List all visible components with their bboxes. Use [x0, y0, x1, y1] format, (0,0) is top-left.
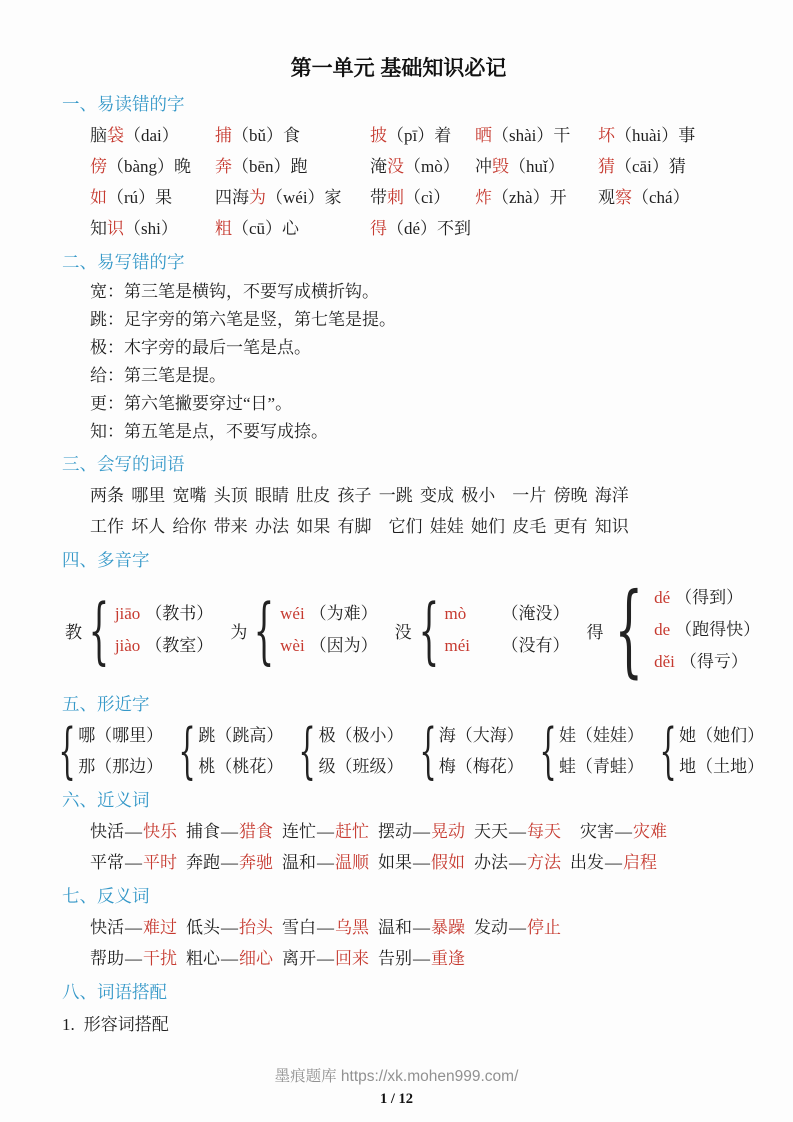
pair-dash: — — [413, 918, 430, 937]
pair-dash: — — [317, 949, 334, 968]
word-run: （因为） — [309, 636, 378, 655]
pair-dash: — — [125, 822, 142, 841]
text-run: （rú）果 — [107, 188, 173, 207]
antonym-row — [90, 912, 735, 943]
polyphone-char: 教 — [65, 622, 82, 642]
pair-dash: — — [509, 918, 526, 937]
pair-dash: — — [125, 949, 142, 968]
pair-dash: — — [413, 853, 430, 872]
highlighted-char: 得 — [370, 219, 387, 238]
similar-groups — [57, 716, 765, 786]
word-left: 快活 — [90, 822, 124, 841]
similar-entry: 极（极小） — [318, 726, 404, 745]
misread-item — [90, 213, 215, 244]
highlighted-char: 毁 — [492, 157, 509, 176]
antonym-pair — [378, 943, 465, 974]
word-right: 重逢 — [431, 949, 465, 968]
pair-dash: — — [221, 822, 238, 841]
similar-entry: 桃（桃花） — [198, 757, 284, 776]
pair-dash: — — [413, 949, 430, 968]
polyphone-group — [586, 571, 761, 688]
text-run: 淹 — [370, 157, 387, 176]
text-run: （shi） — [124, 219, 178, 238]
pair-dash: — — [317, 918, 334, 937]
page-title: 第一单元 基础知识必记 — [290, 57, 507, 80]
miswrite-lines — [90, 278, 735, 446]
section-heading-collocation: 八、词语搭配 — [62, 982, 167, 1002]
footer-site-link[interactable]: 墨痕题库 https://xk.mohen999.com/ — [274, 1068, 519, 1085]
text-run: （bēn）跑 — [232, 157, 308, 176]
word-right: 方法 — [527, 853, 561, 872]
synonym-pair — [282, 816, 369, 847]
word-right: 回来 — [335, 949, 369, 968]
misread-item — [215, 151, 370, 182]
misread-item — [598, 151, 735, 182]
miswrite-line: 宽：第三笔是横钩，不要写成横折钩。 — [90, 282, 379, 301]
polyphone-entries — [444, 598, 569, 662]
antonym-pair — [282, 943, 369, 974]
item-label: 形容词搭配 — [83, 1015, 169, 1034]
synonym-pair — [282, 847, 369, 878]
word-right: 晃动 — [431, 822, 465, 841]
text-run: （zhà）开 — [492, 188, 567, 207]
misread-row — [90, 151, 735, 182]
highlighted-char: 粗 — [215, 219, 232, 238]
highlighted-char: 猜 — [598, 157, 615, 176]
pair-dash: — — [413, 822, 430, 841]
brace-icon: { — [253, 588, 275, 672]
word-left: 雪白 — [282, 918, 316, 937]
miswrite-line: 更：第六笔撇要穿过“日”。 — [90, 394, 293, 413]
pair-dash: — — [125, 918, 142, 937]
polyphone-entry — [444, 598, 569, 630]
word-right: 干扰 — [143, 949, 177, 968]
word-left: 平常 — [90, 853, 124, 872]
word-right: 温顺 — [335, 853, 369, 872]
polyphone-char: 得 — [586, 622, 604, 642]
pinyin-run: wèi — [280, 636, 305, 655]
highlighted-char: 如 — [90, 188, 107, 207]
pair-dash: — — [221, 949, 238, 968]
writable-words-lines — [90, 480, 735, 542]
synonym-pair — [186, 816, 273, 847]
polyphone-char: 为 — [230, 622, 248, 642]
words-line: 工作 坏人 给你 带来 办法 如果 有脚 它们 娃娃 她们 皮毛 更有 知识 — [90, 517, 629, 536]
polyphone-entry — [115, 598, 214, 630]
pinyin-run: mò — [444, 604, 467, 623]
synonym-pair — [378, 847, 465, 878]
synonym-pair — [378, 816, 465, 847]
word-left: 发动 — [474, 918, 508, 937]
word-right: 奔驰 — [239, 853, 273, 872]
polyphone-entry — [280, 598, 378, 630]
word-left: 低头 — [186, 918, 220, 937]
highlighted-char: 奔 — [215, 157, 232, 176]
polyphone-entry — [654, 646, 760, 678]
text-run: 带 — [370, 188, 387, 207]
text-run: （mò） — [404, 157, 460, 176]
section-heading-polyphone: 四、多音字 — [62, 550, 150, 570]
highlighted-char: 没 — [387, 157, 404, 176]
synonym-rows — [62, 816, 735, 878]
word-left: 如果 — [378, 853, 412, 872]
text-run: （bàng）晚 — [107, 157, 192, 176]
word-run: （没有） — [501, 636, 570, 655]
pair-dash: — — [317, 822, 334, 841]
miswrite-line: 知：第五笔是点，不要写成捺。 — [90, 422, 328, 441]
antonym-rows — [62, 912, 735, 974]
misread-item — [215, 213, 370, 244]
text-run: 冲 — [475, 157, 492, 176]
word-right: 乌黑 — [335, 918, 369, 937]
word-left: 连忙 — [282, 822, 316, 841]
similar-entry: 哪（哪里） — [78, 726, 164, 745]
brace-icon: { — [614, 571, 644, 688]
synonym-pair — [474, 847, 561, 878]
polyphone-entries — [115, 598, 214, 662]
pair-dash: — — [605, 853, 622, 872]
highlighted-char: 为 — [249, 188, 266, 207]
highlighted-char: 识 — [107, 219, 124, 238]
similar-group — [658, 716, 765, 786]
text-run: 观 — [598, 188, 615, 207]
word-right: 平时 — [143, 853, 177, 872]
misread-item — [90, 182, 215, 213]
similar-entries — [439, 720, 524, 782]
antonym-pair — [90, 943, 177, 974]
pinyin-run: jiāo — [114, 604, 141, 623]
polyphone-group — [394, 588, 570, 672]
similar-entry: 蛙（青蛙） — [558, 757, 644, 776]
pair-dash: — — [317, 853, 334, 872]
synonym-row — [90, 816, 735, 847]
similar-entry: 那（那边） — [78, 757, 164, 776]
text-run: （pī）着 — [387, 126, 452, 145]
word-right: 猎食 — [239, 822, 273, 841]
word-right: 每天 — [527, 822, 561, 841]
polyphone-groups — [65, 571, 761, 688]
misread-item — [370, 182, 475, 213]
word-left: 摆动 — [378, 822, 412, 841]
pinyin-run: méi — [444, 636, 470, 655]
section-heading-miswrite: 二、易写错的字 — [62, 252, 185, 272]
collocation-item — [62, 1012, 735, 1038]
antonym-pair — [474, 912, 561, 943]
misread-item — [90, 151, 215, 182]
similar-group — [418, 716, 524, 786]
word-right: 快乐 — [143, 822, 177, 841]
highlighted-char: 捕 — [215, 126, 232, 145]
pair-dash: — — [509, 822, 526, 841]
word-left: 奔跑 — [186, 853, 220, 872]
similar-entries — [198, 720, 283, 782]
polyphone-entry — [444, 630, 569, 662]
word-right: 启程 — [623, 853, 657, 872]
text-run: （chá） — [632, 188, 690, 207]
text-run: 四海 — [215, 188, 249, 207]
misread-item — [475, 151, 598, 182]
miswrite-line: 跳：足字旁的第六笔是竖，第七笔是提。 — [90, 310, 396, 329]
word-left: 快活 — [90, 918, 124, 937]
misread-rows — [90, 120, 735, 244]
section-heading-similar: 五、形近字 — [62, 694, 150, 714]
synonym-pair — [90, 847, 177, 878]
item-number: 1. — [62, 1015, 75, 1034]
footer-page-number: 1 / 12 — [379, 1091, 414, 1107]
polyphone-group — [230, 588, 378, 672]
similar-group — [57, 716, 164, 786]
section-heading-synonyms: 六、近义词 — [62, 790, 150, 810]
word-left: 告别 — [378, 949, 412, 968]
word-run: （教室） — [145, 636, 214, 655]
section-heading-misread: 一、易读错的字 — [62, 94, 185, 114]
pair-dash: — — [221, 853, 238, 872]
similar-entry: 海（大海） — [438, 726, 524, 745]
similar-entries — [679, 720, 764, 782]
similar-group — [177, 716, 284, 786]
antonym-pair — [282, 912, 369, 943]
highlighted-char: 晒 — [475, 126, 492, 145]
similar-entries — [78, 720, 163, 782]
polyphone-char: 没 — [394, 622, 412, 642]
brace-icon: { — [659, 716, 677, 786]
word-run: （淹没） — [501, 604, 570, 623]
polyphone-entries — [654, 582, 760, 678]
antonym-pair — [186, 943, 273, 974]
misread-item — [598, 182, 735, 213]
word-run: （跑得快） — [675, 620, 761, 639]
word-left: 温和 — [282, 853, 316, 872]
pinyin-run: děi — [654, 652, 675, 671]
section-heading-words: 三、会写的词语 — [62, 454, 185, 474]
antonym-row — [90, 943, 735, 974]
similar-entries — [559, 720, 644, 782]
word-left: 帮助 — [90, 949, 124, 968]
polyphone-group — [65, 588, 214, 672]
text-run: （huài）事 — [615, 126, 696, 145]
word-right: 灾难 — [633, 822, 667, 841]
synonym-pair — [474, 816, 561, 847]
word-left: 灾害 — [580, 822, 614, 841]
word-left: 温和 — [378, 918, 412, 937]
text-run: （shài）干 — [492, 126, 571, 145]
text-run: （bǔ）食 — [232, 126, 300, 145]
pinyin-run: dé — [654, 588, 671, 607]
word-left: 办法 — [474, 853, 508, 872]
word-left: 离开 — [282, 949, 316, 968]
synonym-pair — [570, 847, 657, 878]
similar-group — [297, 716, 404, 786]
antonym-pair — [378, 912, 465, 943]
misread-item — [370, 120, 475, 151]
misread-item — [598, 120, 735, 151]
similar-entry: 地（土地） — [679, 757, 765, 776]
text-run: （cū）心 — [232, 219, 300, 238]
words-line: 两条 哪里 宽嘴 头顶 眼睛 肚皮 孩子 一跳 变成 极小 一片 傍晚 海洋 — [90, 486, 629, 505]
word-right: 停止 — [527, 918, 561, 937]
word-right: 假如 — [431, 853, 465, 872]
word-right: 抬头 — [239, 918, 273, 937]
misread-item — [370, 151, 475, 182]
misread-item — [215, 182, 370, 213]
text-run: （cāi）猜 — [615, 157, 686, 176]
word-left: 出发 — [570, 853, 604, 872]
similar-entry: 她（她们） — [679, 726, 765, 745]
similar-entry: 娃（娃娃） — [558, 726, 644, 745]
miswrite-line: 极：木字旁的最后一笔是点。 — [90, 338, 311, 357]
misread-row — [90, 213, 735, 244]
similar-entry: 级（班级） — [318, 757, 404, 776]
brace-icon: { — [419, 716, 437, 786]
text-run: 知 — [90, 219, 107, 238]
misread-item — [90, 120, 215, 151]
pair-dash: — — [125, 853, 142, 872]
polyphone-entry — [115, 630, 214, 662]
similar-group — [538, 716, 644, 786]
brace-icon: { — [178, 716, 196, 786]
highlighted-char: 炸 — [475, 188, 492, 207]
text-run: （wéi）家 — [266, 188, 342, 207]
word-run: （得亏） — [679, 652, 748, 671]
polyphone-entries — [280, 598, 378, 662]
brace-icon: { — [88, 588, 110, 672]
word-right: 细心 — [239, 949, 273, 968]
brace-icon: { — [418, 588, 439, 672]
synonym-row — [90, 847, 735, 878]
misread-item — [475, 182, 598, 213]
text-run: （dé）不到 — [387, 219, 472, 238]
pair-dash: — — [615, 822, 632, 841]
text-run: （dai） — [124, 126, 179, 145]
polyphone-entry — [654, 614, 760, 646]
brace-icon: { — [539, 716, 557, 786]
highlighted-char: 披 — [370, 126, 387, 145]
similar-entries — [319, 720, 404, 782]
misread-row — [90, 182, 735, 213]
brace-icon: { — [58, 716, 76, 786]
misread-item — [370, 213, 475, 244]
highlighted-char: 傍 — [90, 157, 107, 176]
similar-entry: 跳（跳高） — [198, 726, 284, 745]
text-run: （huǐ） — [509, 157, 565, 176]
highlighted-char: 袋 — [107, 126, 124, 145]
word-right: 暴躁 — [431, 918, 465, 937]
antonym-pair — [186, 912, 273, 943]
misread-row — [90, 120, 735, 151]
pinyin-run: de — [654, 620, 671, 639]
text-run: （cì） — [404, 188, 451, 207]
pinyin-run: wéi — [280, 604, 305, 623]
word-run: （教书） — [145, 604, 214, 623]
text-run: 脑 — [90, 126, 107, 145]
highlighted-char: 坏 — [598, 126, 615, 145]
pair-dash: — — [221, 918, 238, 937]
similar-entry: 梅（梅花） — [438, 757, 524, 776]
word-run: （为难） — [309, 604, 378, 623]
section-heading-antonyms: 七、反义词 — [62, 886, 150, 906]
highlighted-char: 刺 — [387, 188, 404, 207]
word-left: 天天 — [474, 822, 508, 841]
word-left: 粗心 — [186, 949, 220, 968]
word-left: 捕食 — [186, 822, 220, 841]
synonym-pair — [580, 816, 667, 847]
polyphone-entry — [280, 630, 378, 662]
pinyin-run: jiào — [114, 636, 141, 655]
pair-dash: — — [509, 853, 526, 872]
synonym-pair — [90, 816, 177, 847]
miswrite-line: 给：第三笔是提。 — [90, 366, 226, 385]
brace-icon: { — [298, 716, 317, 786]
word-run: （得到） — [675, 588, 744, 607]
polyphone-entry — [654, 582, 760, 614]
misread-item — [475, 120, 598, 151]
word-right: 难过 — [143, 918, 177, 937]
antonym-pair — [90, 912, 177, 943]
synonym-pair — [186, 847, 273, 878]
word-right: 赶忙 — [335, 822, 369, 841]
highlighted-char: 察 — [615, 188, 632, 207]
misread-item — [215, 120, 370, 151]
